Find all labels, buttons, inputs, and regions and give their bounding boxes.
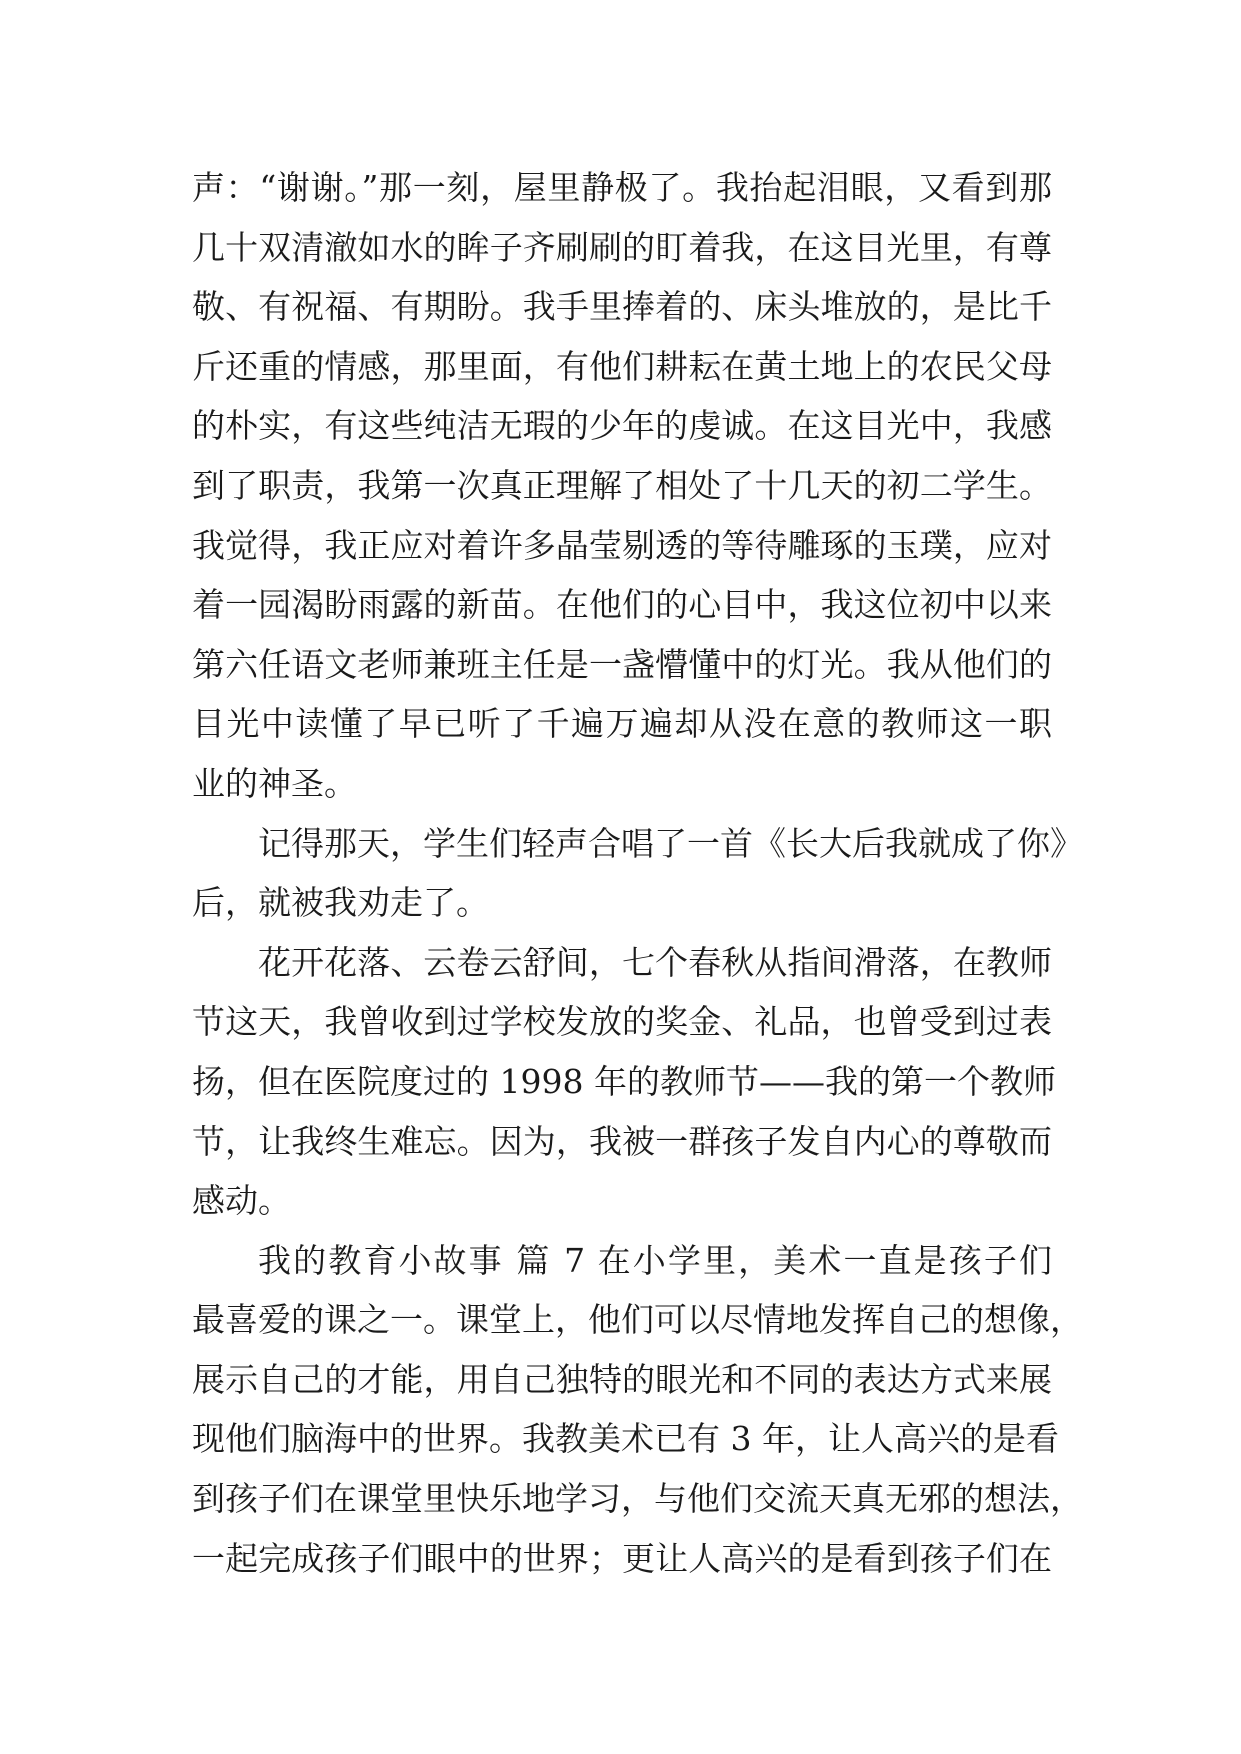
text-line: 敬、有祝福、有期盼。我手里捧着的、床头堆放的，是比千 xyxy=(192,287,1052,327)
paragraph-first-line: 记得那天，学生们轻声合唱了一首《长大后我就成了你》 xyxy=(258,823,1083,863)
text-line: 到了职责，我第一次真正理解了相处了十几天的初二学生。 xyxy=(192,465,1052,505)
text-line: 感动。 xyxy=(192,1181,291,1221)
body-text xyxy=(192,158,1083,1588)
text-line: 节，让我终生难忘。因为，我被一群孩子发自内心的尊敬而 xyxy=(192,1121,1052,1161)
text-line: 最喜爱的课之一。课堂上，他们可以尽情地发挥自己的想像， xyxy=(192,1300,1083,1340)
text-line: 后，就被我劝走了。 xyxy=(192,883,489,923)
text-line: 展示自己的才能，用自己独特的眼光和不同的表达方式来展 xyxy=(192,1359,1052,1399)
text-line: 扬，但在医院度过的 1998 年的教师节——我的第一个教师 xyxy=(192,1061,1056,1101)
paragraph-first-line: 花开花落、云卷云舒间，七个春秋从指间滑落，在教师 xyxy=(258,942,1052,982)
text-line: 声：“谢谢。”那一刻，屋里静极了。我抬起泪眼，又看到那 xyxy=(192,168,1052,207)
text-line: 第六任语文老师兼班主任是一盏懵懂中的灯光。我从他们的 xyxy=(192,644,1052,684)
text-line: 斤还重的情感，那里面，有他们耕耘在黄土地上的农民父母 xyxy=(192,346,1052,386)
text-line: 到孩子们在课堂里快乐地学习，与他们交流天真无邪的想法， xyxy=(192,1479,1083,1519)
text-line: 着一园渴盼雨露的新苗。在他们的心目中，我这位初中以来 xyxy=(192,585,1052,625)
text-line: 节这天，我曾收到过学校发放的奖金、礼品，也曾受到过表 xyxy=(192,1002,1052,1042)
section-heading-line: 我的教育小故事 篇 7 在小学里，美术一直是孩子们 xyxy=(258,1240,1052,1280)
text-line: 现他们脑海中的世界。我教美术已有 3 年，让人高兴的是看 xyxy=(192,1419,1059,1459)
text-line: 业的神圣。 xyxy=(192,763,357,803)
text-line: 我觉得，我正应对着许多晶莹剔透的等待雕琢的玉璞，应对 xyxy=(192,525,1052,565)
text-line: 的朴实，有这些纯洁无瑕的少年的虔诚。在这目光中，我感 xyxy=(192,406,1052,446)
text-line: 一起完成孩子们眼中的世界；更让人高兴的是看到孩子们在 xyxy=(192,1538,1052,1578)
text-line: 几十双清澈如水的眸子齐刷刷的盯着我，在这目光里，有尊 xyxy=(192,227,1052,267)
text-line: 目光中读懂了早已听了千遍万遍却从没在意的教师这一职 xyxy=(192,704,1052,744)
